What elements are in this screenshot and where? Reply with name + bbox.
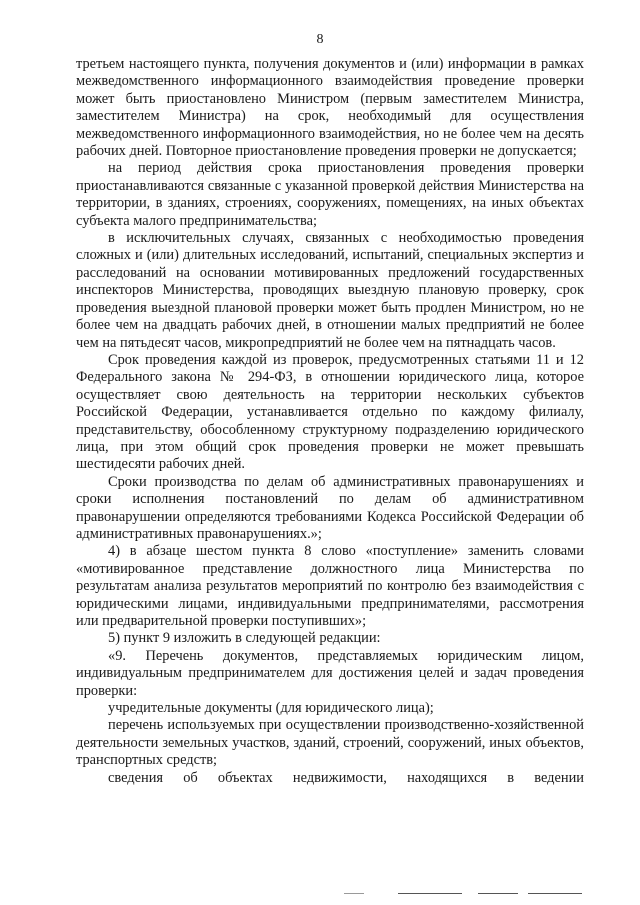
footer-rule: [478, 893, 518, 894]
paragraph-administrative-terms: Сроки производства по делам об административных правонарушениях и сроки исполнения постановлений по делам об административном правонарушении определяются требованиями Кодекса Российской Федерации об административных правонарушениях.»;: [76, 473, 584, 542]
paragraph-suspension-period: на период действия срока приостановления проведения проверки приостанавливаются связанные с указанной проверкой действия Министерства на территории, в зданиях, строениях, сооружениях, помещениях, на иных объектах субъекта малого предпринимательства;: [76, 160, 584, 229]
list-item-founding-documents: учредительные документы (для юридического лица);: [108, 700, 434, 717]
footer-rule: [398, 893, 462, 894]
footer-rule: [528, 893, 582, 894]
page-number: 8: [316, 32, 324, 47]
list-item-used-objects: перечень используемых при осуществлении производственно-хозяйственной деятельности земельных участков, зданий, строений, сооружений, иных объектов, транспортных средств;: [76, 717, 584, 769]
paragraph-item-9: «9. Перечень документов, представляемых юридическим лицом, индивидуальным предпринимателем для достижения целей и задач проведения проверки:: [76, 647, 584, 699]
list-item-real-estate: сведения об объектах недвижимости, находящихся в ведении: [108, 769, 584, 786]
paragraph-suspension-continued: третьем настоящего пункта, получения документов и (или) информации в рамках межведомственного информационного взаимодействия проведение проверки может быть приостановлено Министром (первым заместителем Министра, заместителем Министра) на срок, необходимый для осуществления межведомственного информационного взаимодействия, но не более чем на десять рабочих дней. Повторное приостановление проведения проверки не допускается;: [76, 56, 584, 160]
paragraph-exceptional-cases: в исключительных случаях, связанных с необходимостью проведения сложных и (или) длительных исследований, испытаний, специальных экспертиз и расследований на основании мотивированных предложений государственных инспекторов Министерства, проводящих выездную плановую проверку, срок проведения выездной плановой проверки может быть продлен Министром, но не более чем на двадцать рабочих дней, в отношении малых предприятий не более чем на пятьдесят часов, микропредприятий не более чем на пятнадцать часов.: [76, 230, 584, 351]
paragraph-inspection-term: Срок проведения каждой из проверок, предусмотренных статьями 11 и 12 Федерального закона № 294-ФЗ, в отношении юридического лица, которое осуществляет свою деятельность на территории нескольких субъектов Российской Федерации, устанавливается отдельно по каждому филиалу, представительству, обособленному структурному подразделению юридического лица, при этом общий срок проведения проверки не может превышать шестидесяти рабочих дней.: [76, 351, 584, 473]
paragraph-amendment-5: 5) пункт 9 изложить в следующей редакции:: [108, 630, 381, 647]
paragraph-amendment-4: 4) в абзаце шестом пункта 8 слово «поступление» заменить словами «мотивированное представление должностного лица Министерства по результатам анализа результатов мероприятий по контролю без взаимодействия с юридическими лицами, индивидуальными предпринимателями, рассмотрения или предварительной проверки поступивших»;: [76, 543, 584, 629]
footer-rule: [344, 893, 364, 894]
document-body: [76, 56, 584, 787]
